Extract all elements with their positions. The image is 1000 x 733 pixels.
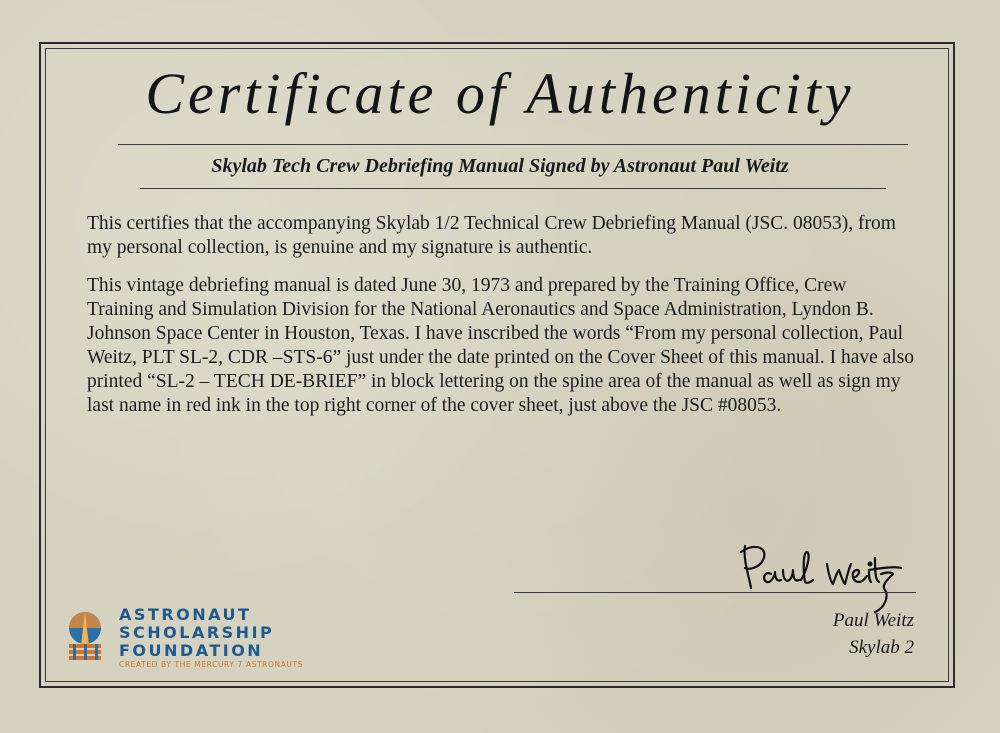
certificate-title: Certificate of Authenticity — [145, 61, 855, 126]
signer-mission: Skylab 2 — [849, 637, 914, 658]
foundation-emblem-icon — [63, 606, 115, 668]
logo-line-2: SCHOLARSHIP — [119, 623, 275, 642]
description-paragraph: This vintage debriefing manual is dated June 30, 1973 and prepared by the Training Office, Crew Training and Simulation Division for the National Aeronautics and Space Administration, Lyndon B. Johnson Space Center in Houston, Texas. I have inscribed the words “From my personal collection, Paul Weitz, PLT SL-2, CDR –STS-6” just under the date printed on the Cover Sheet of this manual. I have also printed “SL-2 – TECH DE-BRIEF” in block lettering on the spine area of the manual as well as sign my last name in red ink in the top right corner of the cover sheet, just above the JSC #08053. — [87, 275, 915, 416]
logo-tagline: CREATED BY THE MERCURY 7 ASTRONAUTS — [119, 660, 304, 669]
logo-line-3: FOUNDATION — [119, 641, 264, 660]
signature-line — [514, 592, 916, 593]
logo-line-1: ASTRONAUT — [119, 605, 252, 624]
signer-name: Paul Weitz — [832, 610, 914, 631]
certificate-subtitle: Skylab Tech Crew Debriefing Manual Signed by Astronaut Paul Weitz — [211, 155, 789, 177]
foundation-logo — [63, 606, 333, 672]
certification-paragraph: This certifies that the accompanying Skylab 1/2 Technical Crew Debriefing Manual (JSC. 08053), from my personal collection, is genuine and my signature is authentic. — [87, 213, 896, 258]
title-divider — [118, 144, 908, 145]
handwritten-signature — [735, 540, 905, 620]
subtitle-divider — [140, 188, 886, 189]
